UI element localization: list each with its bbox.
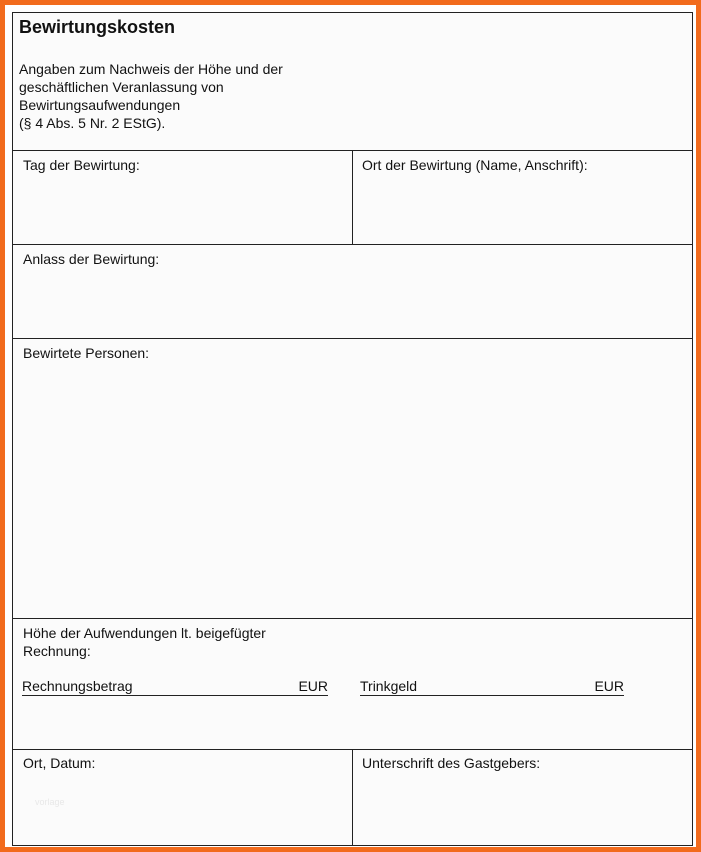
signature-label: Unterschrift des Gastgebers: xyxy=(362,755,541,771)
place-date-label: Ort, Datum: xyxy=(23,755,96,771)
amount-intro-line: Höhe der Aufwendungen lt. beigefügter xyxy=(23,625,266,641)
tip-amount-field[interactable] xyxy=(360,678,624,696)
description-line: geschäftlichen Veranlassung von xyxy=(19,79,224,95)
location-label: Ort der Bewirtung (Name, Anschrift): xyxy=(362,157,588,173)
signature-row xyxy=(13,750,692,845)
description-line: (§ 4 Abs. 5 Nr. 2 EStG). xyxy=(19,115,166,131)
location-field[interactable] xyxy=(352,151,692,244)
description-line: Bewirtungsaufwendungen xyxy=(19,97,181,113)
tip-label: Trinkgeld xyxy=(360,678,418,694)
occasion-field[interactable] xyxy=(13,245,692,339)
invoice-amount-field[interactable] xyxy=(22,678,328,696)
form-description xyxy=(19,60,283,132)
watermark: vorlage xyxy=(35,797,65,807)
occasion-label: Anlass der Bewirtung: xyxy=(23,251,160,267)
tip-currency: EUR xyxy=(594,678,624,694)
amount-intro-line: Rechnung: xyxy=(23,643,91,659)
signature-field[interactable] xyxy=(352,750,692,845)
form-title: Bewirtungskosten xyxy=(19,17,176,37)
invoice-currency: EUR xyxy=(298,678,328,694)
date-location-row xyxy=(13,151,692,245)
date-label: Tag der Bewirtung: xyxy=(23,157,140,173)
date-field[interactable] xyxy=(13,151,352,244)
guests-label: Bewirtete Personen: xyxy=(23,345,150,361)
description-line: Angaben zum Nachweis der Höhe und der xyxy=(19,61,283,77)
expense-form xyxy=(12,12,693,846)
invoice-label: Rechnungsbetrag xyxy=(22,678,133,694)
guests-field[interactable] xyxy=(13,339,692,619)
form-header xyxy=(13,13,692,151)
